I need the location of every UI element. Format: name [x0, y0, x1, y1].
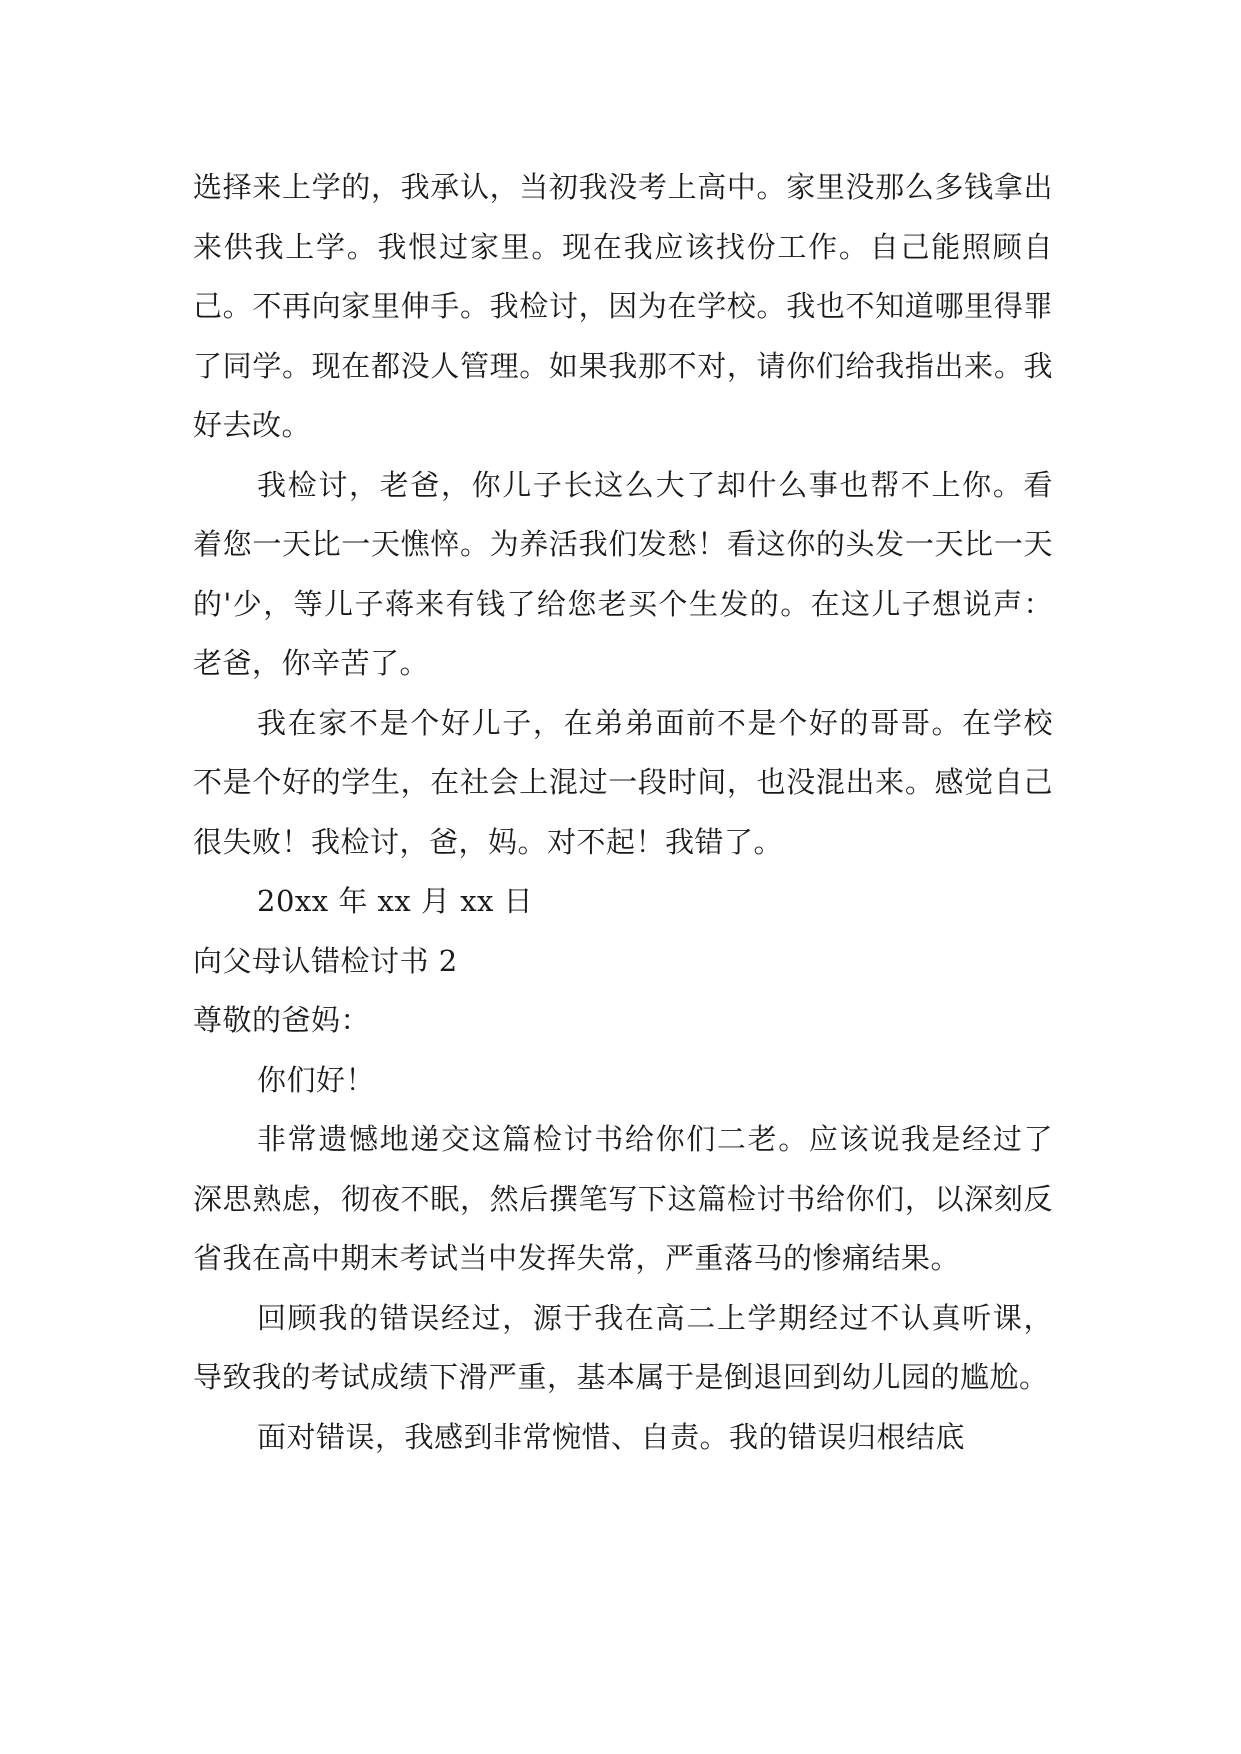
paragraph-review: 回顾我的错误经过，源于我在高二上学期经过不认真听课，导致我的考试成绩下滑严重，基本属于是倒退回到幼儿园的尴尬。 [193, 1300, 1053, 1394]
paragraph-self-reflection: 我在家不是个好儿子，在弟弟面前不是个好的哥哥。在学校不是个好的学生，在社会上混过一段时间，也没混出来。感觉自己很失败！我检讨，爸，妈。对不起！我错了。 [193, 705, 1053, 859]
paragraph-father: 我检讨，老爸，你儿子长这么大了却什么事也帮不上你。看着您一天比一天憔悴。为养活我们发愁！看这你的头发一天比一天的'少，等儿子蒋来有钱了给您老买个生发的。在这儿子想说声：老爸，你辛苦了。 [193, 467, 1053, 680]
paragraph-facing-mistake: 面对错误，我感到非常惋惜、自责。我的错误归根结底 [257, 1419, 966, 1454]
salutation: 尊敬的爸妈： [193, 1003, 371, 1037]
greeting: 你们好！ [257, 1062, 376, 1097]
document-body [193, 158, 1053, 1467]
date-line: 20xx 年 xx 月 xx 日 [257, 884, 534, 918]
paragraph-intro: 选择来上学的，我承认，当初我没考上高中。家里没那么多钱拿出来供我上学。我恨过家里。现在我应该找份工作。自己能照顾自己。不再向家里伸手。我检讨，因为在学校。我也不知道哪里得罪了同学。现在都没人管理。如果我那不对，请你们给我指出来。我好去改。 [193, 170, 1053, 442]
section-title: 向父母认错检讨书 2 [193, 943, 458, 978]
paragraph-opening: 非常遗憾地递交这篇检讨书给你们二老。应该说我是经过了深思熟虑，彻夜不眠，然后撰笔写下这篇检讨书给你们，以深刻反省我在高中期末考试当中发挥失常，严重落马的惨痛结果。 [193, 1122, 1053, 1275]
